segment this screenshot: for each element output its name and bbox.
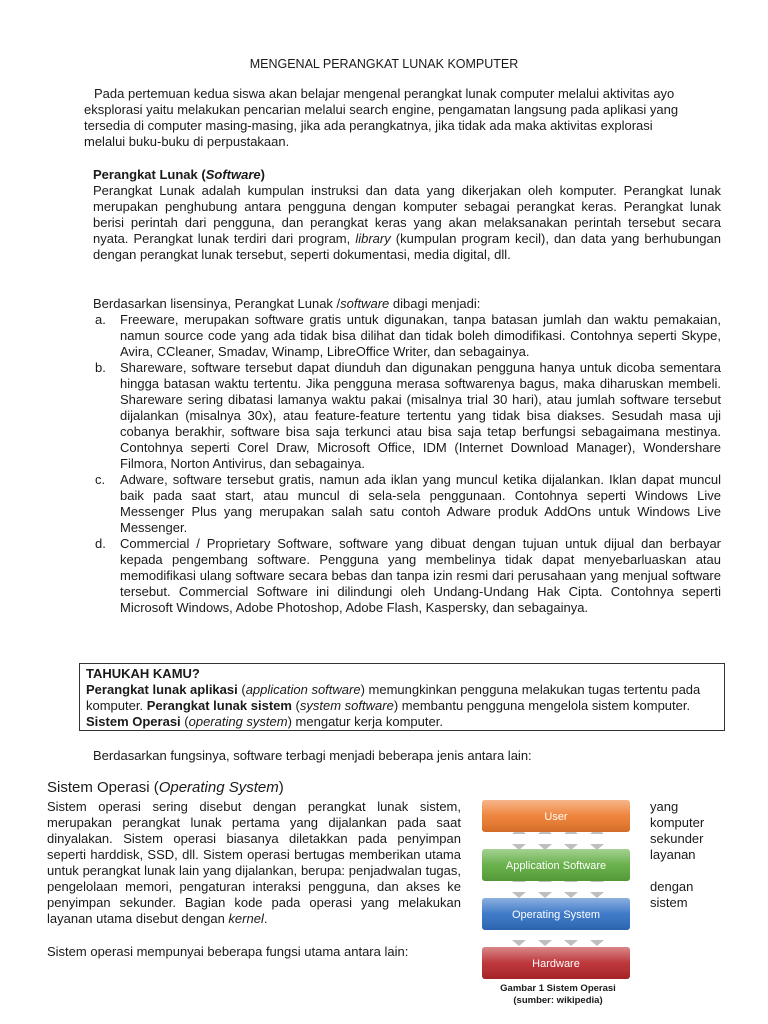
list-item-text: Commercial / Proprietary Software, software yang dibuat dengan tujuan untuk dijual dan berbayar kepada pengembang software. Pengguna yang membelinya tidak dapat menyebarluaskan atau memodifikasi ulang software secara bebas dan tanpa izin resmi dari perusahaan yang menjual software tersebut. Commercial Software ini dilindungi oleh Undang-Undang Hak Cipta. Contohnya seperti Microsoft Windows, Adobe Photoshop, Adobe Flash, Kaspersky, dan sebagainya. (120, 536, 721, 615)
list-item-adware (93, 472, 721, 536)
right-fragment: sistem (650, 895, 688, 910)
license-intro (93, 296, 721, 312)
list-item-commercial (93, 536, 721, 616)
software-heading-prefix: Perangkat Lunak ( (93, 167, 206, 182)
license-intro-suffix: dibagi menjadi: (389, 296, 481, 311)
os-heading-prefix: Sistem Operasi ( (47, 779, 159, 796)
intro-paragraph: Pada pertemuan kedua siswa akan belajar mengenal perangkat lunak computer melalui aktivitas ayo eksplorasi yaitu melakukan pencarian melalui search engine, pengamatan langsung pada aplikasi yang tersedia di computer masing-masing, jika ada perangkatnya, jika tidak ada maka aktivitas explorasi melalui buku-buku di perpustakaan. (84, 86, 679, 149)
list-marker: a. (95, 312, 106, 327)
caption-line2: (sumber: wikipedia) (513, 995, 603, 1006)
list-item-freeware (93, 312, 721, 360)
layer-hw-label: Hardware (532, 958, 580, 970)
figure-caption (478, 983, 638, 1007)
layer-app-label: Application Software (505, 860, 607, 872)
layer-operating-system (482, 898, 630, 930)
list-item-shareware (93, 360, 721, 472)
software-definition-part2: (kumpulan program kecil), dan data yang berhubungan dengan perangkat lunak tersebut, seperti dokumentasi, media digital, dll. (93, 231, 721, 262)
right-fragment: dengan (650, 879, 694, 894)
layer-user-label: User (544, 811, 568, 823)
right-fragment: yang (650, 799, 679, 814)
software-definition (93, 183, 721, 263)
tahukah-b2: Perangkat lunak sistem (146, 698, 292, 713)
os-paragraph (47, 799, 461, 927)
tahukah-b1: Perangkat lunak aplikasi (86, 682, 238, 697)
software-heading-suffix: ) (260, 167, 265, 182)
software-definition-part1: Perangkat Lunak adalah kumpulan instruksi dan data yang dikerjakan oleh komputer. Perangkat lunak merupakan penghubung antara pengguna dengan komputer sebagai perangkat keras. Perangkat lunak berisi perintah dari pengguna, dan perangkat keras yang akan melaksanakan perintah tersebut secara nyata. Perangkat lunak terdiri dari program, (93, 183, 721, 246)
library-term: library (355, 231, 391, 246)
os-heading-suffix: ) (278, 779, 284, 796)
list-marker: c. (95, 472, 106, 487)
software-heading-italic: Software (205, 167, 261, 182)
software-heading (93, 167, 721, 183)
tahukah-t4: ) membantu pengguna mengelola sistem komputer. (393, 698, 691, 713)
tahukah-t5: ( (180, 714, 189, 729)
layer-user (482, 800, 630, 832)
tahukah-i3: operating system (188, 714, 288, 729)
kernel-term: kernel (228, 911, 264, 926)
tahukah-t6: ) mengatur kerja komputer. (287, 714, 443, 729)
license-list (93, 312, 721, 616)
tahukah-heading: TAHUKAH KAMU? (86, 666, 200, 681)
document-title: MENGENAL PERANGKAT LUNAK KOMPUTER (249, 57, 519, 71)
os-heading-italic: Operating System (158, 779, 279, 796)
list-item-text: Adware, software tersebut gratis, namun ada iklan yang muncul ketika dijalankan. Iklan dapat muncul baik pada saat start, atau muncul di sela-sela penggunaan. Contohnya seperti Windows Live Messenger Plus yang merupakan salah satu contoh Adware produk AddOns untuk Windows Live Messenger. (120, 472, 721, 535)
tahukah-t2: ) memungkinkan pengguna melakukan tugas tertentu pada komputer. (86, 682, 701, 713)
os-layer-diagram (478, 796, 634, 986)
right-fragment: komputer (650, 815, 705, 830)
right-fragment: sekunder (650, 831, 704, 846)
list-marker: b. (95, 360, 106, 375)
tahukah-b3: Sistem Operasi (86, 714, 181, 729)
os-heading (47, 780, 284, 796)
os-paragraph-part2: . (263, 911, 268, 926)
layer-application-software (482, 849, 630, 881)
license-intro-prefix: Berdasarkan lisensinya, Perangkat Lunak / (93, 296, 341, 311)
tahukah-i2: system software (299, 698, 394, 713)
tahukah-kamu-box (79, 663, 725, 731)
os-paragraph-part1: Sistem operasi sering disebut dengan perangkat lunak sistem, merupakan perangkat lunak pertama yang dijalankan pada saat dinyalakan. Sistem operasi biasanya diletakkan pada penyimpan seperti harddisk, SSD, dll. Sistem operasi bertugas memberikan utama untuk perangkat lunak lain yang dijalankan, berupa: penjadwalan tugas, pengelolaan memori, pengaturan interaksi pengguna, dan akses ke penyimpan sekunder. Bagian kode pada operasi yang melakukan layanan utama disebut dengan (47, 799, 461, 926)
function-intro: Berdasarkan fungsinya, software terbagi menjadi beberapa jenis antara lain: (93, 748, 532, 763)
tahukah-t1: ( (237, 682, 246, 697)
tahukah-body (86, 682, 718, 730)
layer-hardware (482, 947, 630, 979)
list-item-text: Shareware, software tersebut dapat diunduh dan digunakan pengguna hanya untuk dicoba sementara hingga batasan waktu tertentu. Jika pengguna merasa softwarenya bagus, maka diharuskan membeli. Shareware sering dibatasi lamanya waktu pakai (misalnya trial 30 hari), atau jumlah software tersebut dijalankan (misalnya 30x), atau feature-feature tertentu yang tidak bisa diakses. Sesudah masa uji cobanya berakhir, software bisa saja terkunci atau bisa saja tetap berfungsi sebagaimana mestinya. Contohnya seperti Corel Draw, Microsoft Office, IDM (Internet Download Manager), Wondershare Filmora, Norton Antivirus, dan sebagainya. (120, 360, 721, 471)
layer-os-label: Operating System (511, 909, 601, 921)
list-marker: d. (95, 536, 106, 551)
license-intro-italic: software (340, 296, 390, 311)
tahukah-t3: ( (291, 698, 300, 713)
caption-line1: Gambar 1 Sistem Operasi (500, 983, 616, 994)
right-fragment: layanan (650, 847, 696, 862)
list-item-text: Freeware, merupakan software gratis untuk digunakan, tanpa batasan jumlah dan waktu pemakaian, namun source code yang ada tidak bisa dilihat dan tidak boleh dimodifikasi. Contohnya seperti Skype, Avira, CCleaner, Smadav, Winamp, LibreOffice Writer, dan sebagainya. (120, 312, 721, 359)
os-functions-intro: Sistem operasi mempunyai beberapa fungsi utama antara lain: (47, 944, 409, 959)
tahukah-i1: application software (245, 682, 361, 697)
